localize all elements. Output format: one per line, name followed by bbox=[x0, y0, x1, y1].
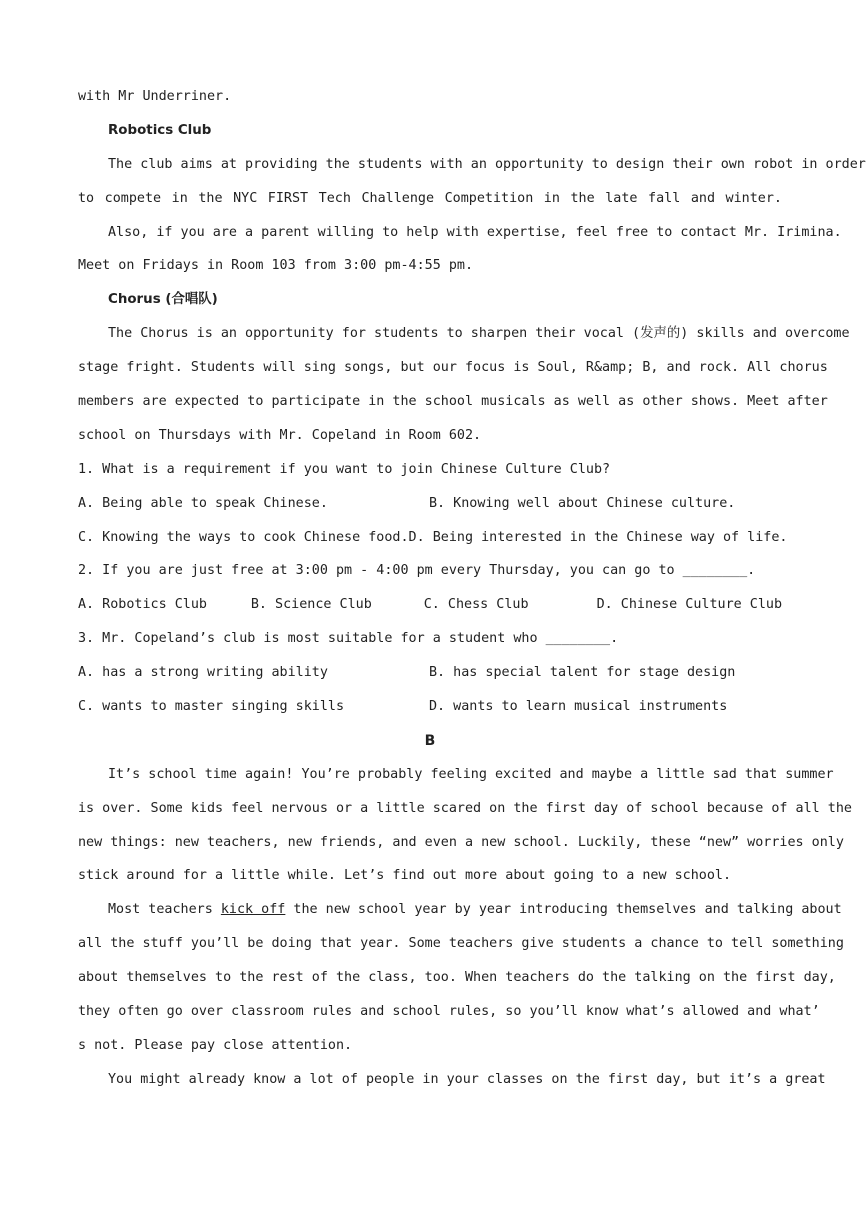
q1-option-d: D. Being interested in the Chinese way of life. bbox=[408, 529, 788, 545]
passage-b-p2-line-1 bbox=[78, 899, 842, 933]
p2-line-1-post: the new school year by year introducing themselves and talking about bbox=[285, 902, 842, 918]
robotics-p2-line-2: Meet on Fridays in Room 103 from 3:00 pm-4:55 pm. bbox=[78, 258, 474, 274]
passage-b-p1-line-1: It’s school time again! You’re probably feeling excited and maybe a little sad that summer bbox=[108, 766, 834, 782]
passage-b-p2-line-3: about themselves to the rest of the class, too. When teachers do the talking on the first day, bbox=[78, 970, 836, 986]
q1-option-b: B. Knowing well about Chinese culture. bbox=[429, 495, 736, 511]
q3-option-c: C. wants to master singing skills bbox=[78, 699, 345, 715]
section-b-label: B bbox=[424, 732, 436, 749]
q2-option-b: B. Science Club bbox=[250, 597, 372, 613]
question-1-options-row-2 bbox=[78, 527, 788, 561]
passage-b-p2-line-4: they often go over classroom rules and school rules, so you’ll know what’s allowed and what’ bbox=[78, 1004, 820, 1020]
q3-option-a: A. has a strong writing ability bbox=[78, 665, 328, 681]
document-content bbox=[78, 86, 866, 1103]
chorus-line-3: members are expected to participate in the school musicals as well as other shows. Meet after bbox=[78, 394, 828, 410]
underlined-phrase: kick off bbox=[220, 902, 286, 918]
passage-b-p1-line-3: new things: new teachers, new friends, and even a new school. Luckily, these “new” worries only bbox=[78, 834, 844, 850]
robotics-club-heading: Robotics Club bbox=[108, 122, 212, 138]
passage-b-p1-line-4: stick around for a little while. Let’s find out more about going to a new school. bbox=[78, 868, 732, 884]
q1-option-a: A. Being able to speak Chinese. bbox=[78, 495, 328, 511]
passage-b-p3-line-1: You might already know a lot of people in your classes on the first day, but it’s a great bbox=[108, 1071, 826, 1087]
chorus-line-1: The Chorus is an opportunity for students to sharpen their vocal (发声的) skills and overcome bbox=[108, 326, 850, 342]
chorus-line-2: stage fright. Students will sing songs, but our focus is Soul, R&amp; B, and rock. All chorus bbox=[78, 360, 828, 376]
passage-b-p2-line-2: all the stuff you’ll be doing that year. Some teachers give students a chance to tell something bbox=[78, 936, 844, 952]
question-2-options-row bbox=[78, 594, 782, 628]
q1-option-c: C. Knowing the ways to cook Chinese food. bbox=[78, 529, 409, 545]
question-1-stem: 1. What is a requirement if you want to join Chinese Culture Club? bbox=[78, 461, 611, 477]
robotics-p2-line-1: Also, if you are a parent willing to help with expertise, feel free to contact Mr. Irimina. bbox=[108, 224, 842, 240]
question-3-stem: 3. Mr. Copeland’s club is most suitable for a student who ________. bbox=[78, 631, 619, 647]
q2-option-d: D. Chinese Culture Club bbox=[596, 597, 783, 613]
question-3-options-row-2 bbox=[78, 696, 782, 730]
q3-option-b: B. has special talent for stage design bbox=[429, 665, 736, 681]
passage-b-p2-line-5: s not. Please pay close attention. bbox=[78, 1037, 353, 1053]
question-2-stem: 2. If you are just free at 3:00 pm - 4:00 pm every Thursday, you can go to ________. bbox=[78, 563, 756, 579]
q2-option-a: A. Robotics Club bbox=[78, 597, 207, 613]
p2-line-1-pre: Most teachers bbox=[108, 902, 221, 918]
question-1-options-row-1 bbox=[78, 493, 782, 527]
robotics-p1-line-1: The club aims at providing the students with an opportunity to design their own robot in order bbox=[108, 156, 866, 172]
continuation-line: with Mr Underriner. bbox=[78, 89, 232, 104]
q3-option-d: D. wants to learn musical instruments bbox=[429, 699, 728, 715]
q2-option-c: C. Chess Club bbox=[423, 597, 529, 613]
passage-b-p1-line-2: is over. Some kids feel nervous or a little scared on the first day of school because of all the bbox=[78, 800, 852, 816]
chorus-line-4: school on Thursdays with Mr. Copeland in Room 602. bbox=[78, 427, 482, 443]
question-3-options-row-1 bbox=[78, 662, 782, 696]
chorus-heading: Chorus (合唱队) bbox=[108, 292, 218, 308]
robotics-p1-line-2: to compete in the NYC FIRST Tech Challenge Competition in the late fall and winter. bbox=[78, 190, 782, 206]
